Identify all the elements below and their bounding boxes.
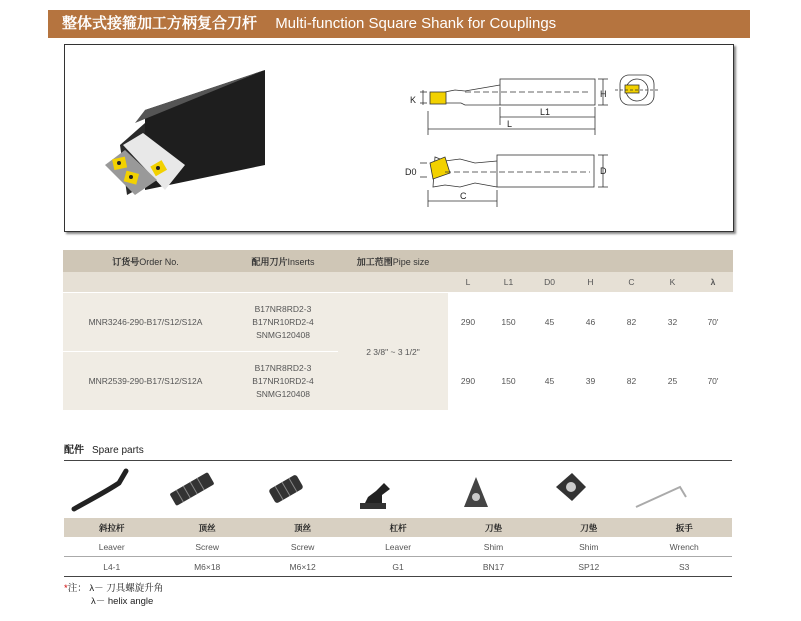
- product-drawing: [65, 45, 733, 231]
- dim-h-label: H: [600, 89, 607, 99]
- dim-col-header: λ: [693, 272, 733, 293]
- specs-header-row: [63, 250, 733, 272]
- dim-col-header: D0: [529, 272, 570, 293]
- inserts-cell: B17NR8RD2-3 B17NR10RD2-4 SNMG120408: [228, 352, 338, 411]
- product-diagram: [64, 44, 734, 232]
- dim-l-label: L: [507, 119, 513, 129]
- dims-header-row: [63, 272, 733, 293]
- wrench-icon: [636, 487, 686, 507]
- spare-en-row: Leaver Screw Screw Leaver Shim Shim Wrench: [64, 537, 732, 557]
- spare-cn-row: 斜拉杆 顶丝 顶丝 杠杆 刀垫 刀垫 扳手: [64, 518, 732, 537]
- dim-k-label: K: [410, 95, 417, 105]
- dim-col-header: L1: [488, 272, 529, 293]
- specs-table: [63, 250, 733, 410]
- inserts-cell: B17NR8RD2-3 B17NR10RD2-4 SNMG120408: [228, 293, 338, 352]
- lever-icon: [360, 483, 390, 509]
- spare-parts-heading: 配件 Spare parts: [64, 445, 144, 456]
- table-row: MNR2539-290-B17/S12/S12A B17NR8RD2-3 B17NR10RD2-4 SNMG120408 290 150 45 39 82 25 70': [63, 352, 733, 411]
- lever-icon: [74, 471, 126, 509]
- dim-col-header: C: [611, 272, 652, 293]
- dim-d-label: D: [600, 166, 607, 176]
- order-header: 订货号Order No.: [63, 250, 228, 272]
- spare-parts-table: [64, 518, 732, 577]
- dim-d0-label: D0: [405, 167, 417, 177]
- dim-col-header: L: [448, 272, 488, 293]
- side-view-drawing: [420, 155, 608, 207]
- shim-icon: [556, 473, 586, 501]
- tool-render: [105, 70, 265, 195]
- dim-col-header: H: [570, 272, 611, 293]
- footnote: *注： λ－ 刀具螺旋升角 λ－ helix angle: [64, 583, 164, 607]
- spare-code-row: L4-1 M6×18 M6×12 G1 BN17 SP12 S3: [64, 557, 732, 577]
- table-row: MNR3246-290-B17/S12/S12A B17NR8RD2-3 B17NR10RD2-4 SNMG120408 2 3/8" ~ 3 1/2" 290 150 45 46 82 32 70': [63, 293, 733, 352]
- dim-l1-label: L1: [540, 107, 551, 117]
- screw-icon: [169, 472, 214, 506]
- screw-icon: [268, 474, 304, 504]
- inserts-header: 配用刀片Inserts: [228, 250, 338, 272]
- spare-parts-icons: [64, 463, 732, 515]
- dim-col-header: K: [652, 272, 693, 293]
- top-view-drawing: [420, 79, 608, 135]
- title-en: Multi-function Square Shank for Couplings: [275, 15, 557, 32]
- order-no: MNR2539-290-B17/S12/S12A: [63, 352, 228, 411]
- order-no: MNR3246-290-B17/S12/S12A: [63, 293, 228, 352]
- range-header: 加工范围Pipe size: [338, 250, 448, 272]
- divider: [64, 460, 732, 461]
- pipe-size: 2 3/8" ~ 3 1/2": [338, 293, 448, 411]
- title-cn: 整体式接箍加工方柄复合刀杆: [62, 15, 258, 32]
- page-title: [48, 10, 750, 38]
- dim-c-label: C: [460, 191, 467, 201]
- end-view-drawing: [615, 75, 659, 105]
- shim-icon: [464, 477, 488, 507]
